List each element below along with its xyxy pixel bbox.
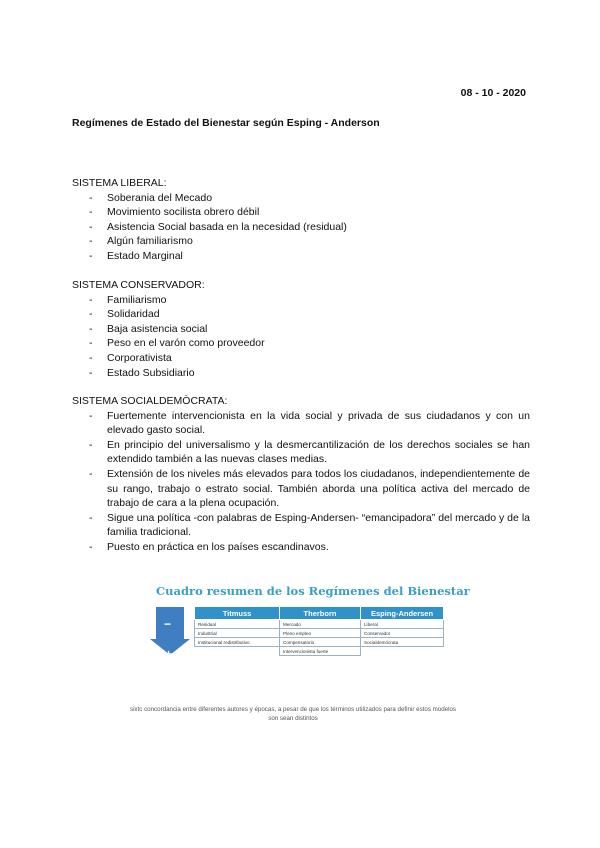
bullet-list [72,191,530,264]
list-item: - Asistencia Social basada en la necesidad (residual) [89,220,347,233]
table-cell: Liberal [361,620,444,629]
minus-icon: − [164,617,172,631]
summary-table [194,606,444,656]
table-cell: Intervencionista fuerte [280,647,361,656]
section-heading: SISTEMA CONSERVADOR: [72,279,205,291]
section-heading: SISTEMA SOCIALDEMÒCRATA: [72,395,228,407]
list-item: - Corporativista [89,351,172,364]
list-item: - Estado Marginal [89,249,183,262]
table-cell: Industrial [195,629,280,638]
list-item: - Soberania del Mecado [89,191,213,204]
list-item: - Solidaridad [89,308,160,321]
table-row [195,629,444,638]
table-cell [195,647,280,656]
section-liberal [72,176,530,264]
figure-title: Cuadro resumen de los Regímenes del Bienestar [156,584,470,598]
list-item: - Estado Subsidiario [89,366,195,379]
date: 08 - 10 - 2020 [460,87,526,99]
table-row [195,620,444,629]
table-header: Therborn [280,607,361,620]
section-conservador [72,278,530,380]
plus-icon: + [165,647,173,661]
bullet-list [72,293,530,381]
table-cell: Institucional redistributivo [195,638,280,647]
table-header: Esping-Andersen [361,607,444,620]
section-heading: SISTEMA LIBERAL: [72,177,167,189]
list-item: - Extensión de los niveles más elevados para todos los ciudadanos, independientemente de su rango, trabajo o estrato social. También aborda una política activa del mercado de trabajo de cara a la plena ocupación. [89,467,530,510]
list-item: - Puesto en práctica en los países escandinavos. [89,540,329,553]
table-row [195,638,444,647]
table-cell: Conservador [361,629,444,638]
list-item: - Algún familiarismo [89,235,193,248]
table-cell [361,647,444,656]
list-item: - En principio del universalismo y la desmercantilización de los derechos sociales se han extendido también a las nuevas clases medias. [89,438,530,466]
list-item: - Movimiento socilista obrero débil [89,206,260,219]
list-item: - Peso en el varón como proveedor [89,337,265,350]
list-item: - Fuertemente intervencionista en la vida social y privada de sus ciudadanos y con un elevado gasto social. [89,409,530,437]
table-cell: Compensatorio [280,638,361,647]
table-cell: Mercado [280,620,361,629]
list-item: - Familiarismo [89,293,167,306]
table-header: Titmuss [195,607,280,620]
page-title: Regímenes de Estado del Bienestar según Esping - Anderson [72,117,380,129]
bullet-list [72,409,530,555]
summary-figure [152,583,470,673]
table-row [195,647,444,656]
table-cell: Socialdemócrata [361,638,444,647]
list-item: - Sigue una política -con palabras de Esping-Andersen- “emancipadora” del mercado y de la familia tradicional. [89,511,530,539]
section-socialdemocrata [72,394,530,555]
list-item: - Baja asistencia social [89,322,208,335]
figure-caption: sixtc concordancia entre diferentes autores y épocas, a pesar de que los términos utilizados para definir estos modelos son sean distintos [129,706,457,722]
table-cell: Pleno empleo [280,629,361,638]
table-cell: Residual [195,620,280,629]
